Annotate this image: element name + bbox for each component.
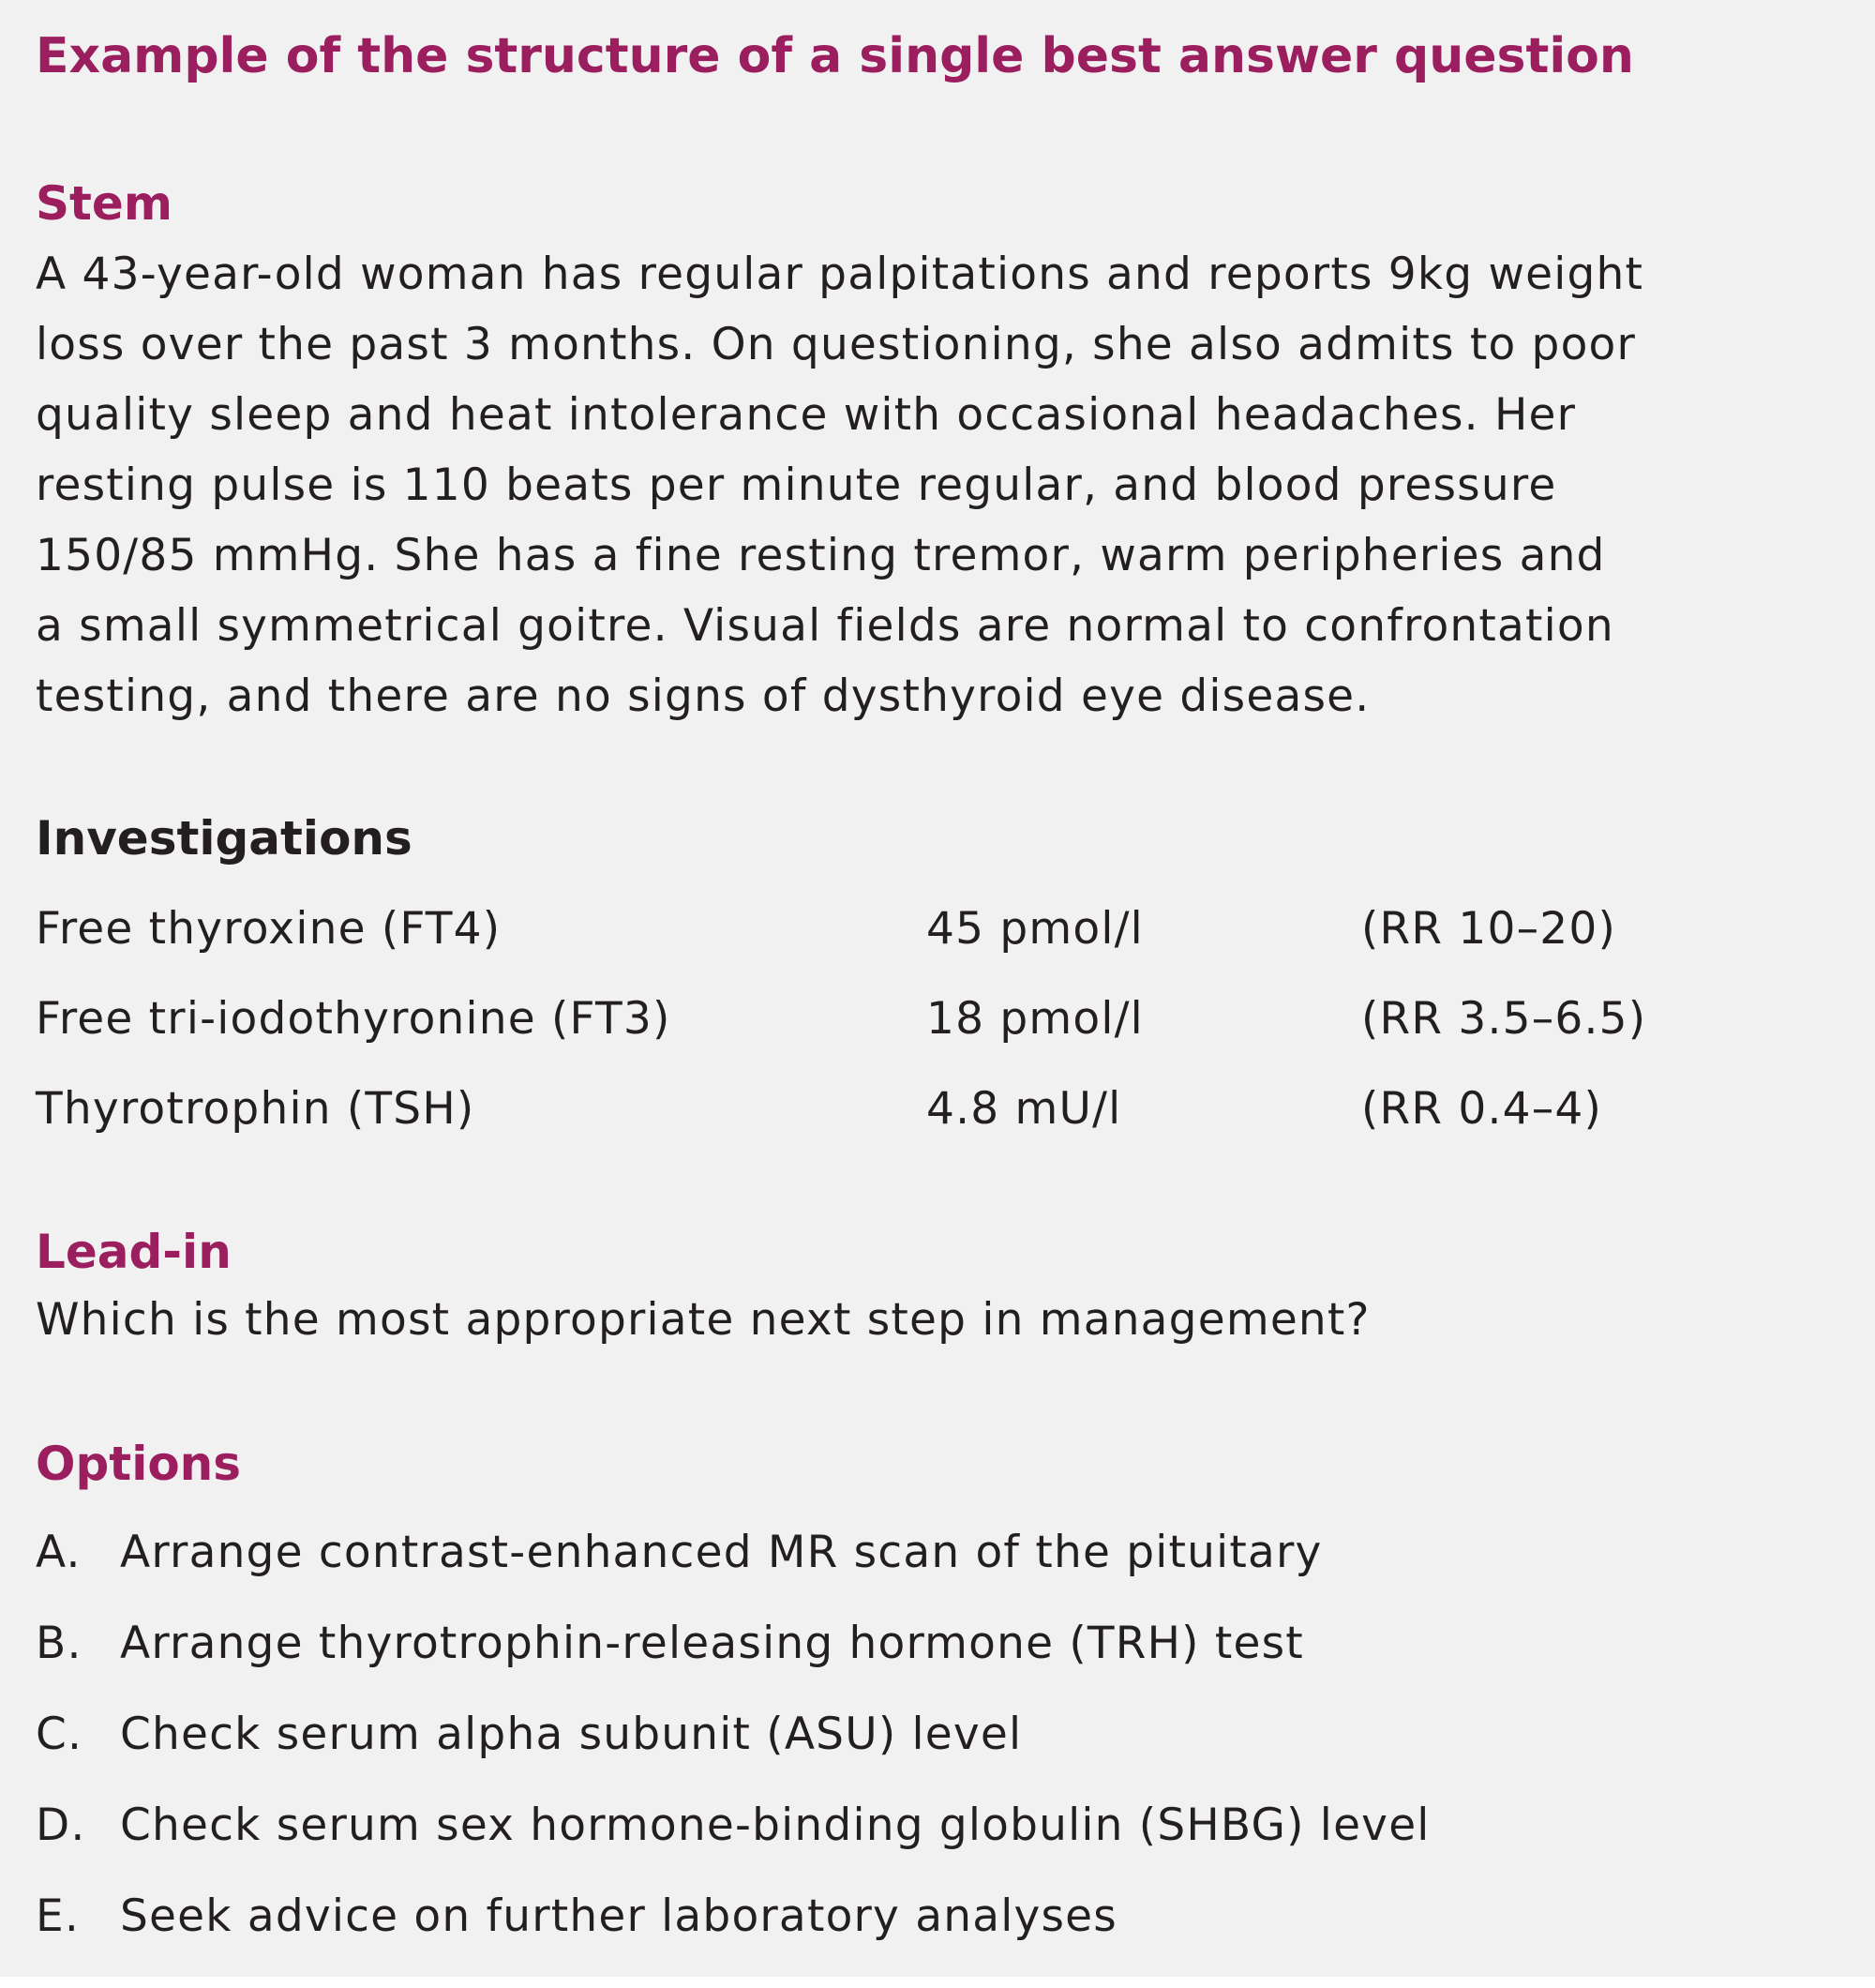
option-letter: A. — [36, 1527, 82, 1578]
test-name: Free tri-iodothyronine (FT3) — [36, 993, 671, 1045]
option-text: Seek advice on further laboratory analyses — [120, 1890, 1118, 1942]
option-text: Arrange contrast-enhanced MR scan of the pituitary — [120, 1527, 1323, 1578]
test-name: Free thyroxine (FT4) — [36, 903, 502, 955]
stem-line: 150/85 mmHg. She has a fine resting tremor, warm peripheries and — [36, 530, 1606, 581]
option-letter: B. — [36, 1618, 82, 1669]
test-value: 4.8 mU/l — [926, 1083, 1122, 1135]
test-value: 45 pmol/l — [926, 903, 1144, 955]
stem-line: loss over the past 3 months. On questioning, she also admits to poor — [36, 319, 1637, 370]
reference-range: (RR 10–20) — [1361, 903, 1617, 955]
option-letter: D. — [36, 1800, 86, 1851]
lead-in-heading: Lead-in — [36, 1225, 232, 1279]
stem-heading: Stem — [36, 176, 172, 231]
lead-in-text: Which is the most appropriate next step in management? — [36, 1294, 1371, 1346]
page-title: Example of the structure of a single best answer question — [36, 28, 1634, 84]
test-value: 18 pmol/l — [926, 993, 1144, 1045]
stem-line: quality sleep and heat intolerance with occasional headaches. Her — [36, 389, 1577, 441]
test-name: Thyrotrophin (TSH) — [36, 1083, 475, 1135]
investigations-heading: Investigations — [36, 811, 412, 866]
reference-range: (RR 0.4–4) — [1361, 1083, 1603, 1135]
stem-line: resting pulse is 110 beats per minute regular, and blood pressure — [36, 459, 1557, 511]
option-text: Check serum alpha subunit (ASU) level — [120, 1709, 1023, 1760]
reference-range: (RR 3.5–6.5) — [1361, 993, 1647, 1045]
stem-line: testing, and there are no signs of dysthyroid eye disease. — [36, 670, 1371, 722]
options-heading: Options — [36, 1437, 242, 1491]
option-text: Arrange thyrotrophin-releasing hormone (TRH) test — [120, 1618, 1304, 1669]
stem-line: a small symmetrical goitre. Visual fields are normal to confrontation — [36, 600, 1614, 652]
option-text: Check serum sex hormone-binding globulin (SHBG) level — [120, 1800, 1431, 1851]
stem-line: A 43-year-old woman has regular palpitations and reports 9kg weight — [36, 248, 1644, 300]
option-letter: C. — [36, 1709, 83, 1760]
option-letter: E. — [36, 1890, 81, 1942]
